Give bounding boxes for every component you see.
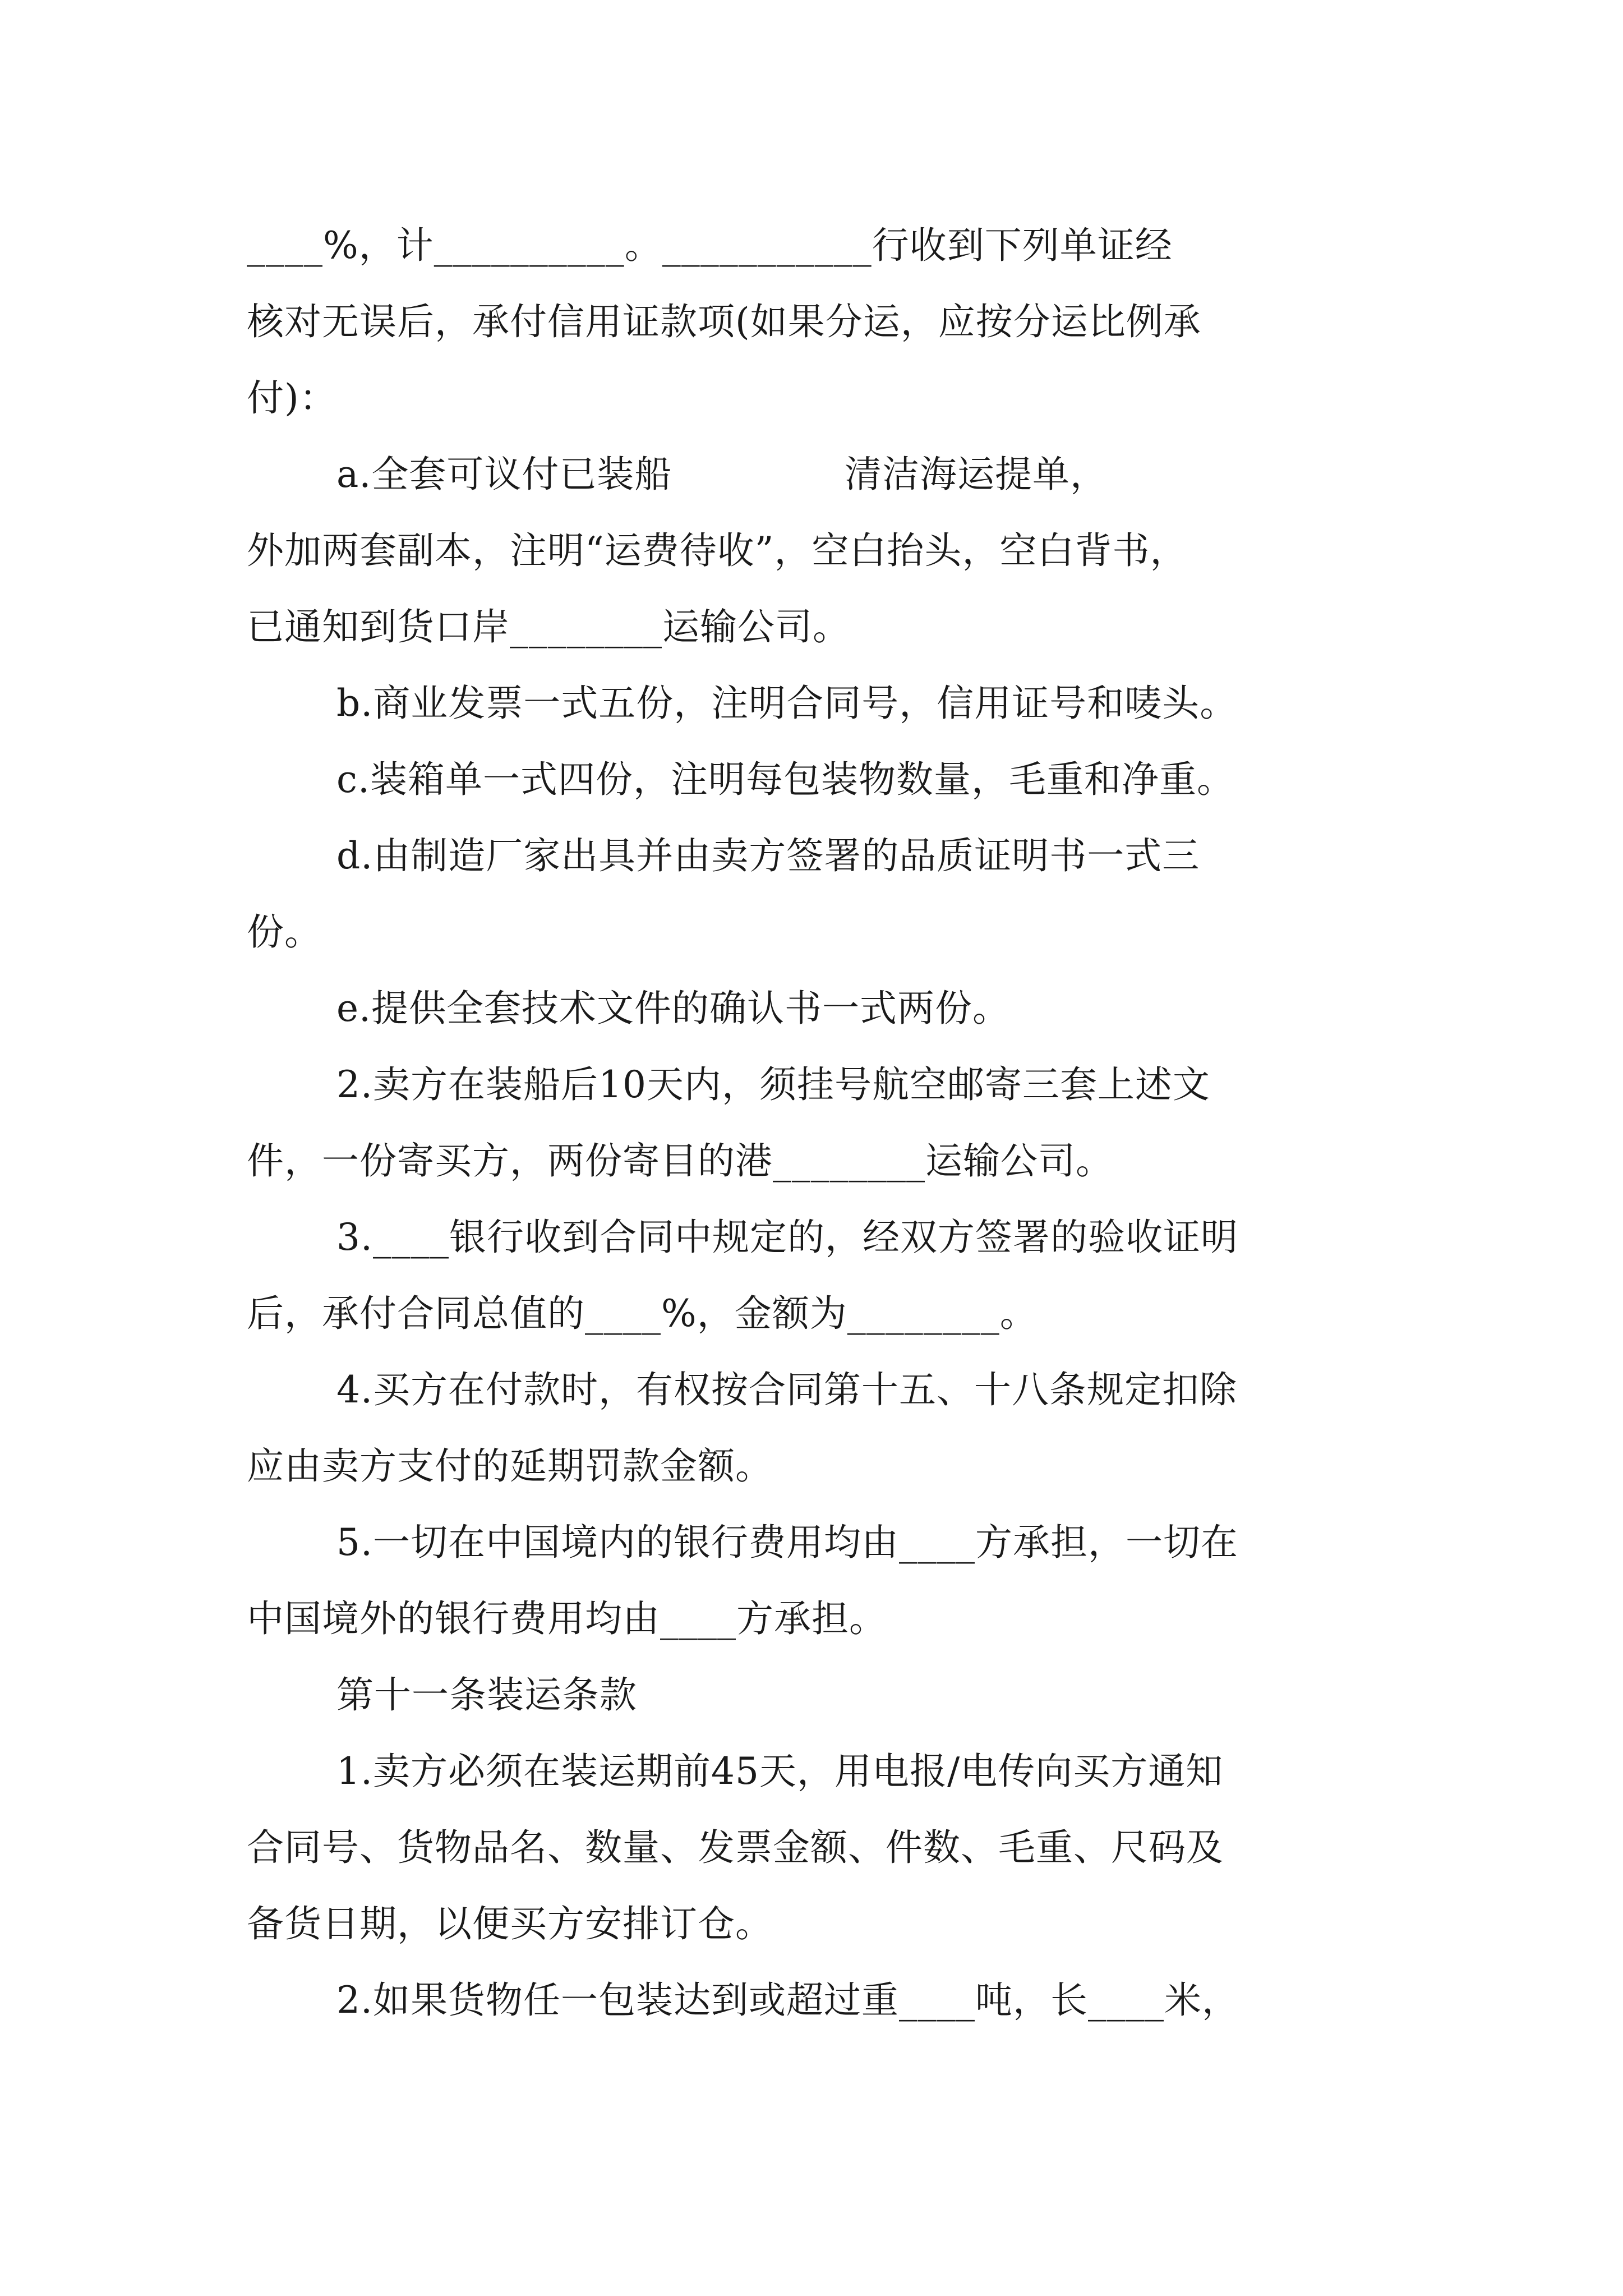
text-line-4: a.全套可议付已装船 清洁海运提单，: [336, 453, 1108, 496]
text-line-17: 应由卖方支付的延期罚款金额。: [247, 1444, 773, 1488]
text-line-8: c.装箱单一式四份，注明每包装物数量，毛重和净重。: [336, 758, 1234, 801]
text-line-14: 3.____银行收到合同中规定的，经双方签署的验收证明: [336, 1216, 1238, 1259]
text-line-9: d.由制造厂家出具并由卖方签署的品质证明书一式三: [336, 834, 1200, 877]
text-line-23: 备货日期，以便买方安排订仓。: [247, 1902, 773, 1945]
text-line-10: 份。: [247, 910, 322, 954]
text-line-15: 后，承付合同总值的____%，金额为________。: [247, 1292, 1038, 1335]
text-line-2: 核对无误后，承付信用证款项(如果分运，应按分运比例承: [247, 300, 1201, 343]
text-line-22: 合同号、货物品名、数量、发票金额、件数、毛重、尺码及: [247, 1826, 1224, 1869]
text-line-21: 1.卖方必须在装运期前45天，用电报/电传向买方通知: [336, 1750, 1224, 1793]
text-line-19: 中国境外的银行费用均由____方承担。: [247, 1597, 887, 1640]
text-line-18: 5.一切在中国境内的银行费用均由____方承担，一切在: [336, 1521, 1238, 1564]
text-line-16: 4.买方在付款时，有权按合同第十五、十八条规定扣除: [336, 1368, 1237, 1411]
text-line-13: 件，一份寄买方，两份寄目的港________运输公司。: [247, 1139, 1113, 1182]
text-line-6: 已通知到货口岸________运输公司。: [247, 605, 850, 648]
text-line-3: 付)：: [247, 376, 337, 420]
text-line-5: 外加两套副本，注明“运费待收”，空白抬头，空白背书，: [247, 529, 1188, 572]
text-line-1: ____%，计__________。___________行收到下列单证经: [247, 224, 1173, 267]
text-line-12: 2.卖方在装船后10天内，须挂号航空邮寄三套上述文: [336, 1063, 1210, 1106]
text-line-11: e.提供全套技术文件的确认书一式两份。: [336, 987, 1011, 1030]
section-heading-article-11: 第十一条装运条款: [336, 1673, 637, 1717]
text-line-24: 2.如果货物任一包装达到或超过重____吨，长____米，: [336, 1978, 1239, 2022]
text-line-7: b.商业发票一式五份，注明合同号，信用证号和唛头。: [336, 682, 1238, 725]
